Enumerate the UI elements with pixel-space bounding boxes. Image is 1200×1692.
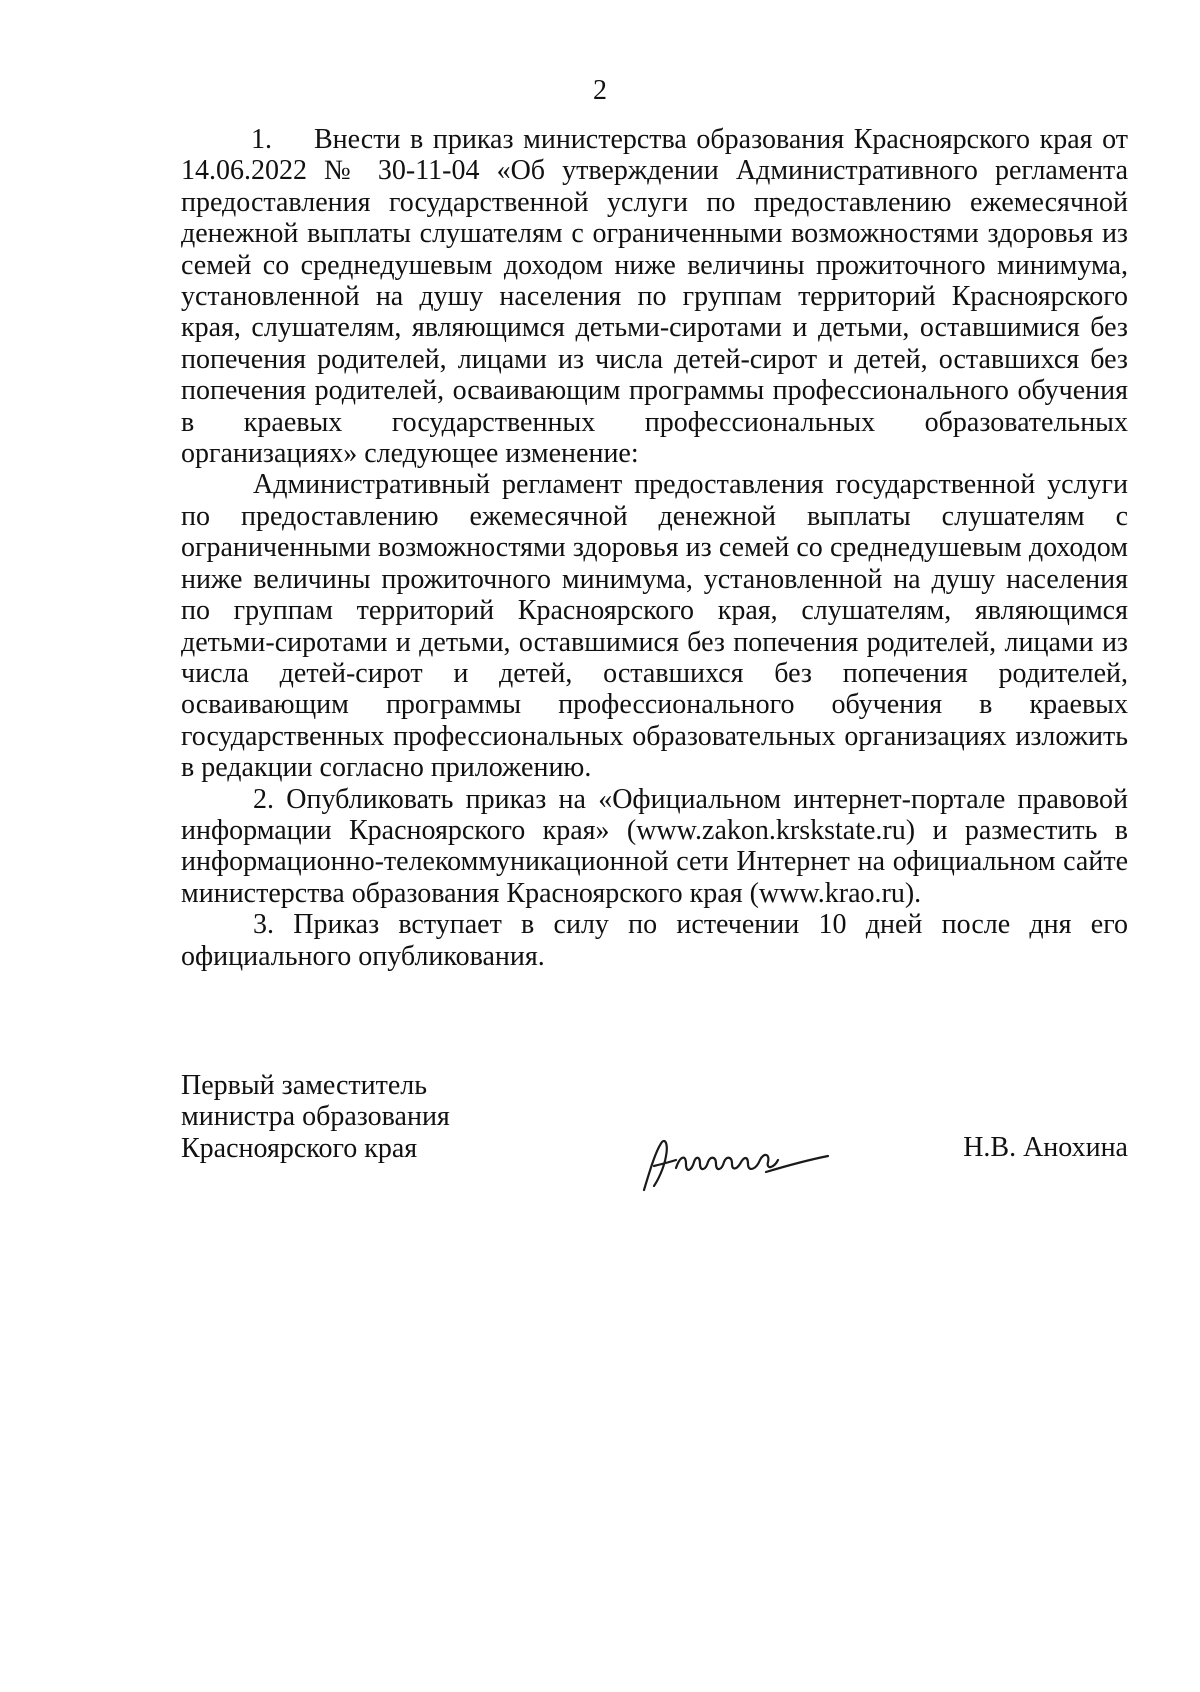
signatory-title-line: Первый заместитель: [181, 1070, 428, 1101]
clause-1-amendment: 1. Внести в приказ министерства образования Красноярского края от 14.06.2022 № 30-11-04 «Об утверждении Административного регламента предоставления государственной услуги по предоставлению ежемесячной денежной выплаты слушателям с ограниченными возможностями здоровья из семей со среднедушевым доходом ниже величины прожиточного минимума, установленной на душу населения по группам территорий Красноярского края, слушателям, являющимся детьми-сиротами и детьми, оставшимися без попечения родителей, лицами из числа детей-сирот и детей, оставшихся без попечения родителей, осваивающим программы профессионального обучения в краевых государственных профессиональных образовательных организациях» следующее изменение:: [181, 124, 1128, 470]
page-number: 2: [593, 75, 607, 106]
signature-block: [181, 1070, 1128, 1190]
signatory-title: [181, 1070, 501, 1164]
order-body: [181, 124, 1128, 972]
signatory-title-line: министра образования: [181, 1101, 450, 1133]
handwritten-signature: [636, 1120, 836, 1200]
clause-2-publication: 2. Опубликовать приказ на «Официальном интернет-портале правовой информации Красноярского края» (www.zakon.krskstate.ru) и разместить в информационно-телекоммуникационной сети Интернет на официальном сайте министерства образования Красноярского края (www.krao.ru).: [181, 783, 1128, 909]
clause-3-effective-date: 3. Приказ вступает в силу по истечении 10 дней после дня его официального опубликования.: [181, 909, 1128, 972]
signatory-title-line: Красноярского края: [181, 1132, 418, 1164]
clause-1-new-wording: Административный регламент предоставления государственной услуги по предоставлению ежемесячной денежной выплаты слушателям с ограниченными возможностями здоровья из семей со среднедушевым доходом ниже величины прожиточного минимума, установленной на душу населения по группам территорий Красноярского края, слушателям, являющимся детьми-сиротами и детьми, оставшимися без попечения родителей, лицами из числа детей-сирот и детей, оставшихся без попечения родителей, осваивающим программы профессионального обучения в краевых государственных профессиональных образовательных организациях изложить в редакции согласно приложению.: [181, 469, 1128, 784]
signatory-name: Н.В. Анохина: [963, 1132, 1128, 1163]
